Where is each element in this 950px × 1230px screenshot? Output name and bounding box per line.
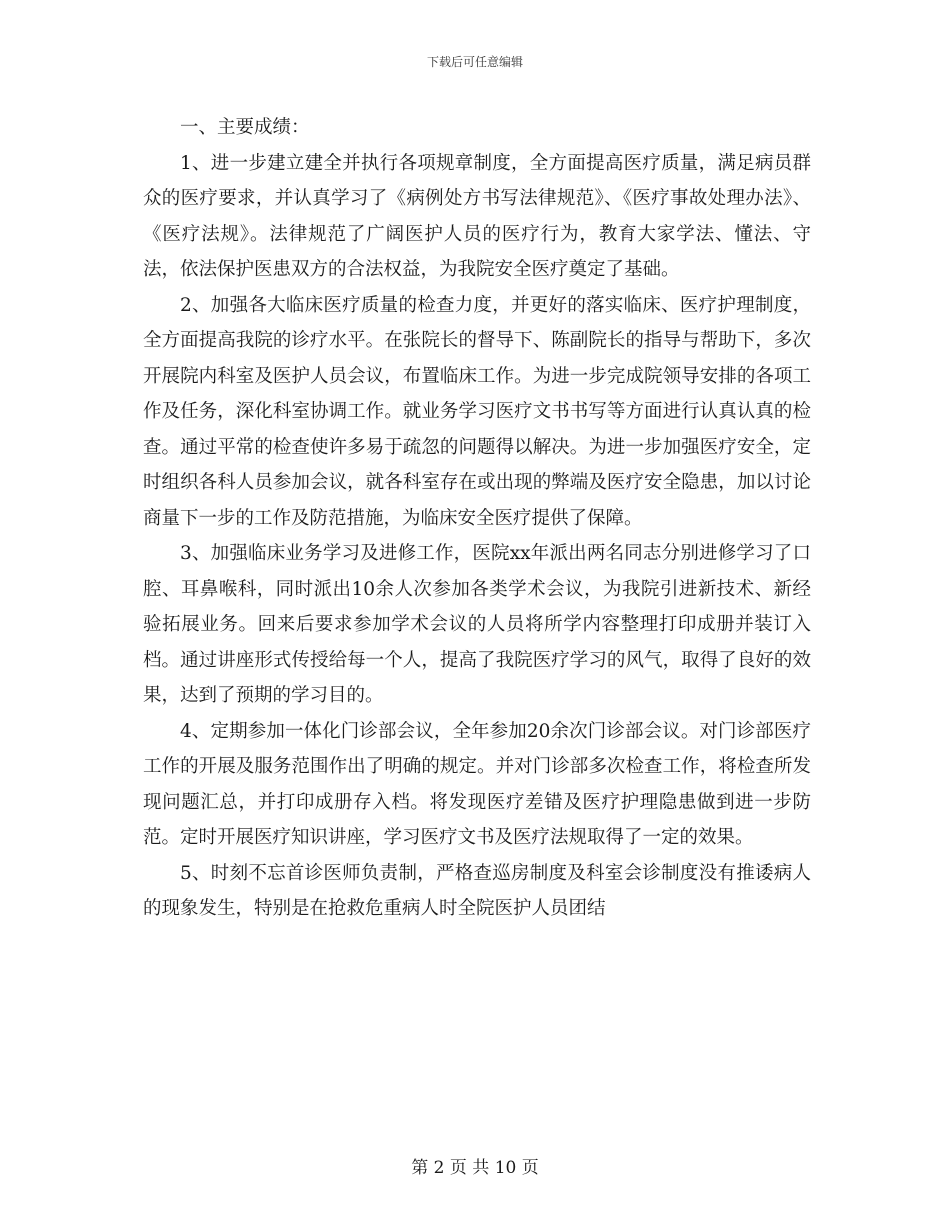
page-header-note: 下载后可任意编辑 — [426, 55, 523, 69]
paragraph-4: 4、定期参加一体化门诊部会议，全年参加20余次门诊部会议。对门诊部医疗工作的开展及服务范围作出了明确的规定。并对门诊部多次检查工作，将检查所发现问题汇总，并打印成册存入档。将发现医疗差错及医疗护理隐患做到进一步防范。定时开展医疗知识讲座，学习医疗文书及医疗法规取得了一定的效果。 — [143, 720, 811, 848]
paragraph-1: 1、进一步建立建全并执行各项规章制度，全方面提高医疗质量，满足病员群众的医疗要求，并认真学习了《病例处方书写法律规范》、《医疗事故处理办法》、《医疗法规》。法律规范了广阔医护人员的医疗行为，教育大家学法、懂法、守法，依法保护医患双方的合法权益，为我院安全医疗奠定了基础。 — [143, 152, 811, 280]
page-number-footer: 第 2 页 共 10 页 — [411, 1158, 539, 1178]
paragraph-3: 3、加强临床业务学习及进修工作，医院xx年派出两名同志分别进修学习了口腔、耳鼻喉科，同时派出10余人次参加各类学术会议，为我院引进新技术、新经验拓展业务。回来后要求参加学术会议的人员将所学内容整理打印成册并装订入档。通过讲座形式传授给每一个人，提高了我院医疗学习的风气，取得了良好的效果，达到了预期的学习目的。 — [143, 543, 811, 706]
paragraph-5: 5、时刻不忘首诊医师负责制，严格查巡房制度及科室会诊制度没有推诿病人的现象发生，特别是在抢救危重病人时全院医护人员团结 — [143, 862, 811, 919]
section-heading: 一、主要成绩： — [180, 117, 310, 138]
document-body — [143, 110, 811, 927]
paragraph-2: 2、加强各大临床医疗质量的检查力度，并更好的落实临床、医疗护理制度，全方面提高我院的诊疗水平。在张院长的督导下、陈副院长的指导与帮助下，多次开展院内科室及医护人员会议，布置临床工作。为进一步完成院领导安排的各项工作及任务，深化科室协调工作。就业务学习医疗文书书写等方面进行认真认真的检查。通过平常的检查使许多易于疏忽的问题得以解决。为进一步加强医疗安全，定时组织各科人员参加会议，就各科室存在或出现的弊端及医疗安全隐患，加以讨论商量下一步的工作及防范措施，为临床安全医疗提供了保障。 — [143, 294, 811, 529]
